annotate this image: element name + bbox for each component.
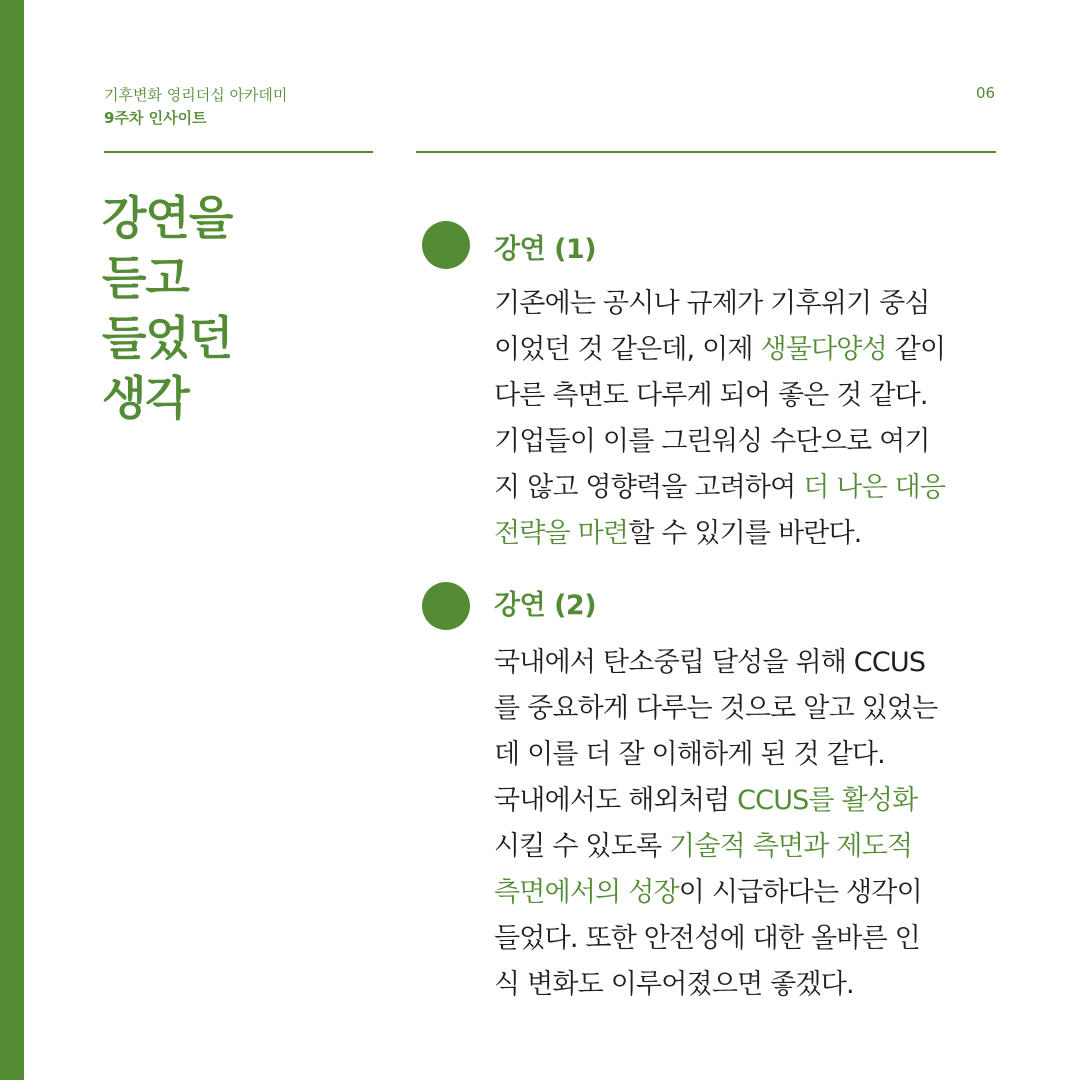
body-line: 국내에서 탄소중립 달성을 위해 CCUS bbox=[494, 647, 926, 678]
body-line: 기존에는 공시나 규제가 기후위기 중심 bbox=[494, 288, 930, 319]
body-line: 를 중요하게 다루는 것으로 알고 있었는 bbox=[494, 693, 938, 724]
page-title-line: 들었던 bbox=[102, 311, 233, 365]
body-line: 데 이를 더 잘 이해하게 된 것 같다. bbox=[494, 739, 885, 770]
section-2-heading: 강연 (2) bbox=[494, 590, 597, 621]
section-2-body bbox=[494, 640, 1004, 1008]
body-line: 이었던 것 같은데, 이제 생물다양성 같이 bbox=[494, 334, 946, 365]
section-2-bullet bbox=[422, 582, 470, 630]
highlight-text: 더 나은 대응 bbox=[803, 472, 946, 503]
header-divider-right bbox=[416, 151, 996, 153]
page-title-line: 듣고 bbox=[102, 251, 189, 305]
body-line: 다른 측면도 다루게 되어 좋은 것 같다. bbox=[494, 380, 928, 411]
section-1-body bbox=[494, 281, 1004, 557]
page-title-line: 강연을 bbox=[102, 191, 233, 245]
header-series-title: 기후변화 영리더십 아카데미 bbox=[104, 86, 288, 104]
body-line: 지 않고 영향력을 고려하여 더 나은 대응 bbox=[494, 472, 946, 503]
highlight-text: 전략을 마련 bbox=[494, 518, 629, 549]
body-line: 식 변화도 이루어졌으면 좋겠다. bbox=[494, 969, 854, 1000]
highlight-text: 기술적 측면과 제도적 bbox=[669, 831, 913, 862]
highlight-text: 측면에서의 성장 bbox=[494, 877, 679, 908]
page-number: 06 bbox=[976, 84, 996, 102]
section-1-bullet bbox=[422, 221, 470, 269]
highlight-text: CCUS를 활성화 bbox=[737, 785, 918, 816]
header-week-label: 9주차 인사이트 bbox=[104, 109, 207, 127]
body-line: 들었다. 또한 안전성에 대한 올바른 인 bbox=[494, 923, 920, 954]
page-title bbox=[102, 188, 382, 428]
body-line: 기업들이 이를 그린워싱 수단으로 여기 bbox=[494, 426, 930, 457]
section-1-heading: 강연 (1) bbox=[494, 234, 597, 265]
body-line: 전략을 마련할 수 있기를 바란다. bbox=[494, 518, 862, 549]
highlight-text: 생물다양성 bbox=[760, 334, 887, 365]
body-line: 시킬 수 있도록 기술적 측면과 제도적 bbox=[494, 831, 913, 862]
body-line: 국내에서도 해외처럼 CCUS를 활성화 bbox=[494, 785, 918, 816]
body-line: 측면에서의 성장이 시급하다는 생각이 bbox=[494, 877, 922, 908]
page-title-line: 생각 bbox=[102, 371, 189, 425]
header-divider-left bbox=[104, 151, 373, 153]
side-accent-bar bbox=[0, 0, 24, 1080]
